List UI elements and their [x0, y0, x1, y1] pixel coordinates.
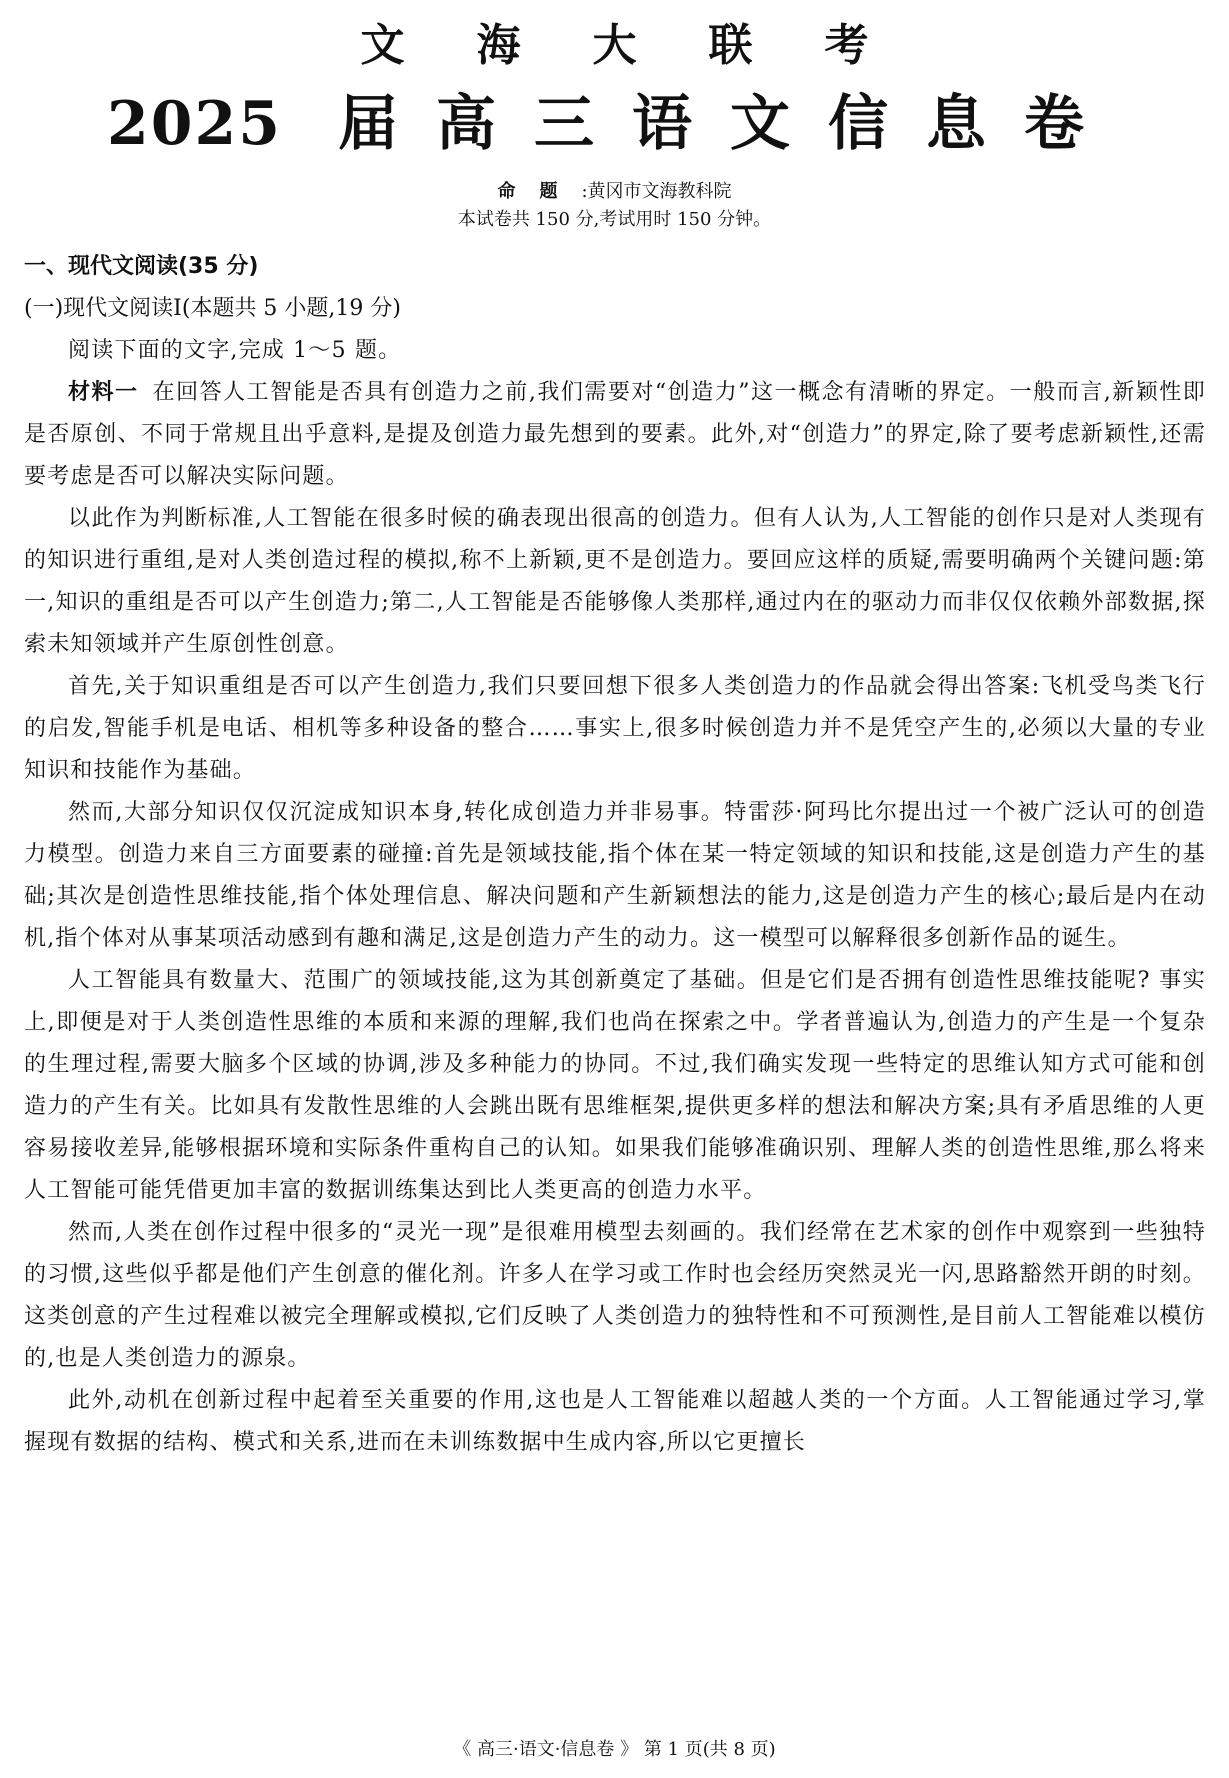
sub-heading: (一)现代文阅读Ⅰ(本题共 5 小题,19 分) [24, 296, 401, 321]
paragraph-3: 首先,关于知识重组是否可以产生创造力,我们只要回想下很多人类创造力的作品就会得出答案:飞机受鸟类飞行的启发,智能手机是电话、相机等多种设备的整合……事实上,很多时候创造力并不是凭空产生的,必须以大量的专业知识和技能作为基础。 [24, 674, 1206, 783]
exam-info: 本试卷共 150 分,考试用时 150 分钟。 [457, 209, 772, 230]
author-value: :黄冈市文海教科院 [581, 181, 732, 202]
author-label: 命题 [497, 181, 582, 202]
material-label: 材料一 [68, 380, 139, 405]
paragraph-5: 人工智能具有数量大、范围广的领域技能,这为其创新奠定了基础。但是它们是否拥有创造性思维技能呢? 事实上,即便是对于人类创造性思维的本质和来源的理解,我们也尚在探索之中。学者普遍认为,创造力的产生是一个复杂的生理过程,需要大脑多个区域的协调,涉及多种能力的协同。不过,我们确实发现一些特定的思维认知方式可能和创造力的产生有关。比如具有发散性思维的人会跳出既有思维框架,提供更多样的想法和解决方案;具有矛盾思维的人更容易接收差异,能够根据环境和实际条件重构自己的认知。如果我们能够准确识别、理解人类的创造性思维,那么将来人工智能可能凭借更加丰富的数据训练集达到比人类更高的创造力水平。 [24, 968, 1206, 1203]
paragraph-7: 此外,动机在创新过程中起着至关重要的作用,这也是人工智能难以超越人类的一个方面。人工智能通过学习,掌握现有数据的结构、模式和关系,进而在未训练数据中生成内容,所以它更擅长 [24, 1388, 1206, 1455]
page-footer: 《 高三·语文·信息卷 》 第 1 页(共 8 页) [453, 1739, 776, 1760]
exam-year: 2025 [107, 89, 282, 159]
paragraph-6: 然而,人类在创作过程中很多的“灵光一现”是很难用模型去刻画的。我们经常在艺术家的创作中观察到一些独特的习惯,这些似乎都是他们产生创意的催化剂。许多人在学习或工作时也会经历突然灵光一闪,思路豁然开朗的时刻。这类创意的产生过程难以被完全理解或模拟,它们反映了人类创造力的独特性和不可预测性,是目前人工智能难以模仿的,也是人类创造力的源泉。 [24, 1220, 1206, 1371]
exam-organizer: 文海大联考 [360, 20, 941, 71]
author-line [0, 178, 1229, 206]
exam-meta [0, 178, 1229, 234]
paragraph-2: 以此作为判断标准,人工智能在很多时候的确表现出很高的创造力。但有人认为,人工智能的创作只是对人类现有的知识进行重组,是对人类创造过程的模拟,称不上新颖,更不是创造力。要回应这样的质疑,需要明确两个关键问题:第一,知识的重组是否可以产生创造力;第二,人工智能是否能够像人类那样,通过内在的驱动力而非仅仅依赖外部数据,探索未知领域并产生原创性创意。 [24, 506, 1206, 657]
exam-title-text: 届高三语文信息卷 [338, 89, 1122, 159]
paragraph-1-text: 在回答人工智能是否具有创造力之前,我们需要对“创造力”这一概念有清晰的界定。一般而言,新颖性即是否原创、不同于常规且出乎意料,是提及创造力最先想到的要素。此外,对“创造力”的界定,除了要考虑新颖性,还需要考虑是否可以解决实际问题。 [24, 380, 1206, 489]
section-heading: 一、现代文阅读(35 分) [24, 254, 259, 279]
paragraph-4: 然而,大部分知识仅仅沉淀成知识本身,转化成创造力并非易事。特雷莎·阿玛比尔提出过一个被广泛认可的创造力模型。创造力来自三方面要素的碰撞:首先是领域技能,指个体在某一特定领域的知识和技能,这是创造力产生的基础;其次是创造性思维技能,指个体处理信息、解决问题和产生新颖想法的能力,这是创造力产生的核心;最后是内在动机,指个体对从事某项活动感到有趣和满足,这是创造力产生的动力。这一模型可以解释很多创新作品的诞生。 [24, 800, 1206, 951]
exam-title [0, 88, 1229, 160]
instruction: 阅读下面的文字,完成 1～5 题。 [68, 338, 402, 363]
reading-section [24, 246, 1206, 1464]
paragraph-1 [24, 372, 1206, 498]
